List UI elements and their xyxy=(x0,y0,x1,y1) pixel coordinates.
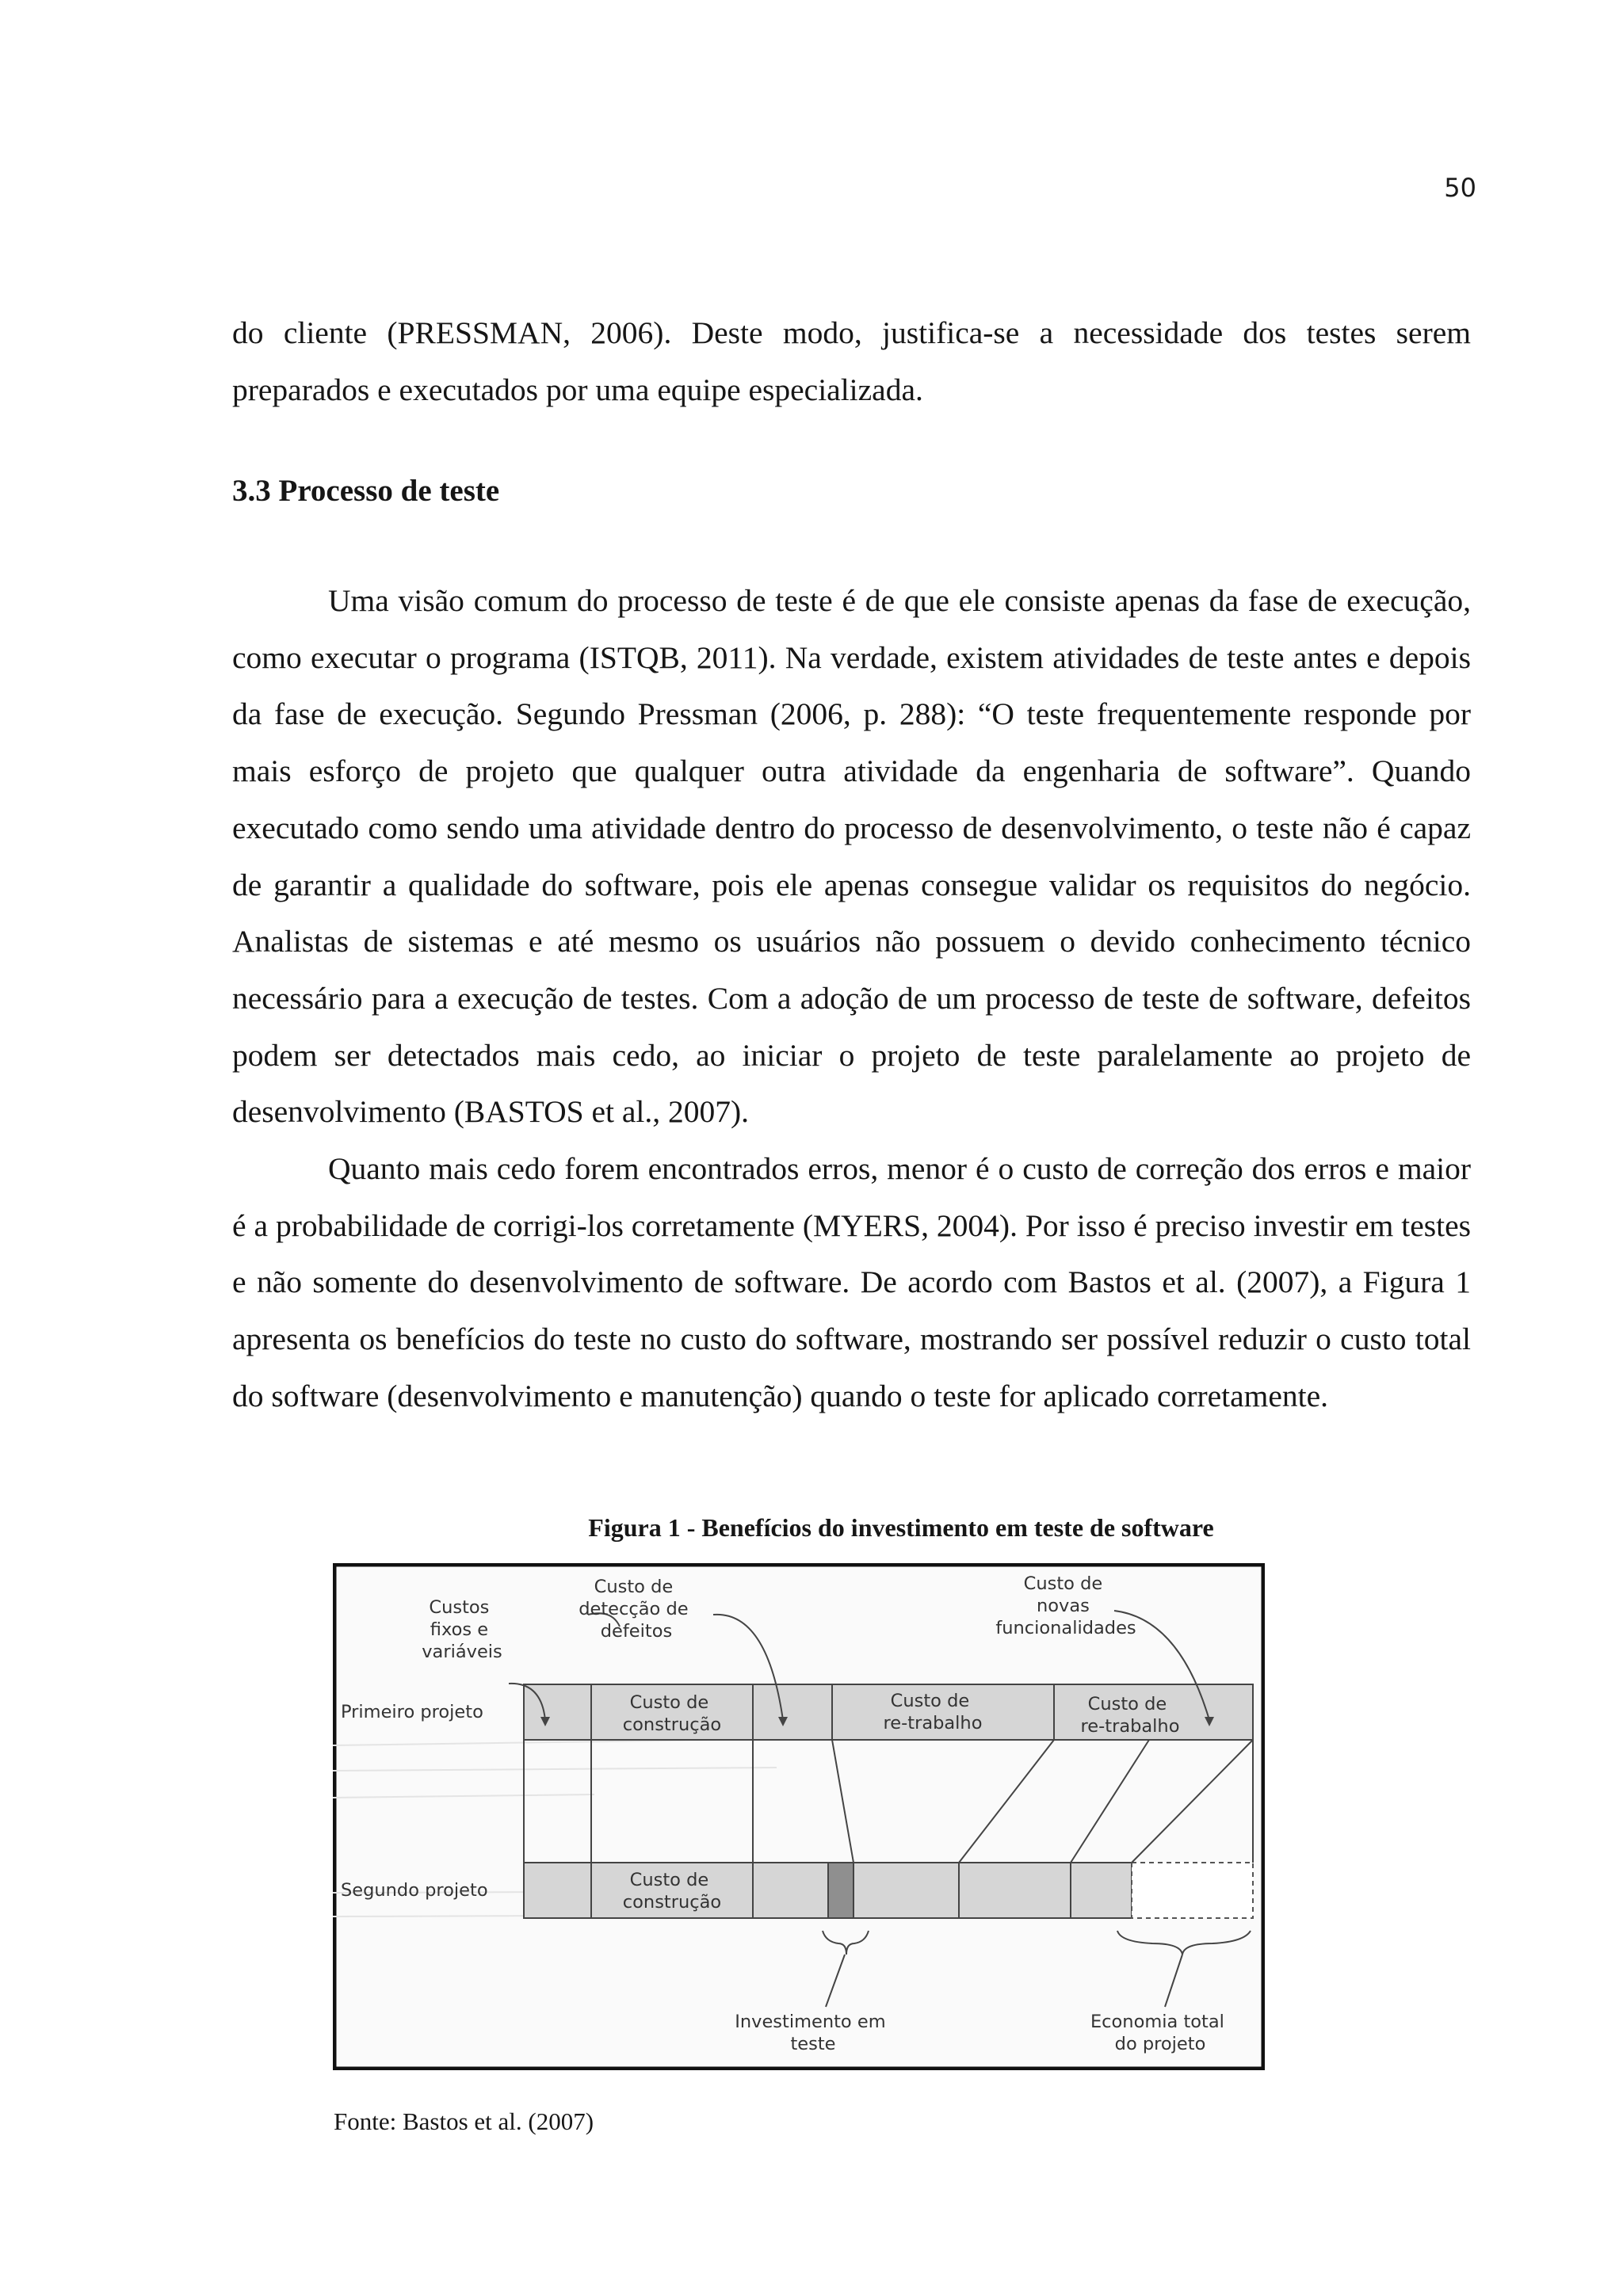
label-total-savings: Economia total do projeto xyxy=(1090,2012,1224,2054)
body-text xyxy=(232,573,1471,1425)
paragraph-continuation xyxy=(232,305,1471,418)
page-number: 50 xyxy=(1444,173,1476,203)
test-investment-block xyxy=(828,1863,854,1918)
label-rework-cost-1: Custo de re-trabalho xyxy=(883,1691,983,1733)
figure-source: Fonte: Bastos et al. (2007) xyxy=(334,2107,594,2135)
label-second-project: Segundo projeto xyxy=(341,1880,488,1901)
label-test-investment: Investimento em teste xyxy=(735,2012,886,2054)
figure-frame xyxy=(334,1565,1263,2069)
paragraph: Uma visão comum do processo de teste é de que ele consiste apenas da fase de execução, como executar o programa (ISTQB, 2011). Na verdade, existem atividades de teste antes e depois da fase de execução. Segundo Pressman (2006, p. 288): “O teste frequentemente responde por mais esforço de projeto que qualquer outra atividade da engenharia de software”. Quando executado como sendo uma atividade dentro do processo de desenvolvimento, o teste não é capaz de garantir a qualidade do software, pois ele apenas consegue validar os requisitos do negócio. Analistas de sistemas e até mesmo os usuários não possuem o devido conhecimento técnico necessário para a execução de testes. Com a adoção de um processo de teste de software, defeitos podem ser detectados mais cedo, ao iniciar o projeto de teste paralelamente ao projeto de desenvolvimento (BASTOS et al., 2007). xyxy=(232,583,1471,1130)
label-first-project: Primeiro projeto xyxy=(341,1702,483,1722)
label-rework-cost-2: Custo de re-trabalho xyxy=(1080,1694,1180,1737)
cost-diagram xyxy=(333,1563,1265,2070)
label-construction-cost-second: Custo de construção xyxy=(622,1870,722,1913)
label-defect-detection-cost: Custo de detecção de defeitos xyxy=(579,1577,689,1642)
section-heading: 3.3 Processo de teste xyxy=(232,474,500,508)
paragraph: Quanto mais cedo forem encontrados erros, menor é o custo de correção dos erros e maior é a probabilidade de corrigi-los corretamente (MYERS, 2004). Por isso é preciso investir em testes e não somente do desenvolvimento de software. De acordo com Bastos et al. (2007), a Figura 1 apresenta os benefícios do teste no custo do software, mostrando ser possível reduzir o custo total do software (desenvolvimento e manutenção) quando o teste for aplicado corretamente. xyxy=(232,1151,1471,1413)
paragraph-text: do cliente (PRESSMAN, 2006). Deste modo, justifica-se a necessidade dos testes serem preparados e executados por uma equipe especializada. xyxy=(232,315,1471,407)
label-fixed-variable-costs: Custos fixos e variáveis xyxy=(422,1597,502,1662)
figure-caption: Figura 1 - Benefícios do investimento em teste de software xyxy=(588,1513,1214,1542)
label-new-features-cost: Custo de novas funcionalidades xyxy=(995,1573,1136,1638)
total-savings-area xyxy=(1132,1863,1253,1918)
label-construction-cost-first: Custo de construção xyxy=(622,1692,722,1735)
